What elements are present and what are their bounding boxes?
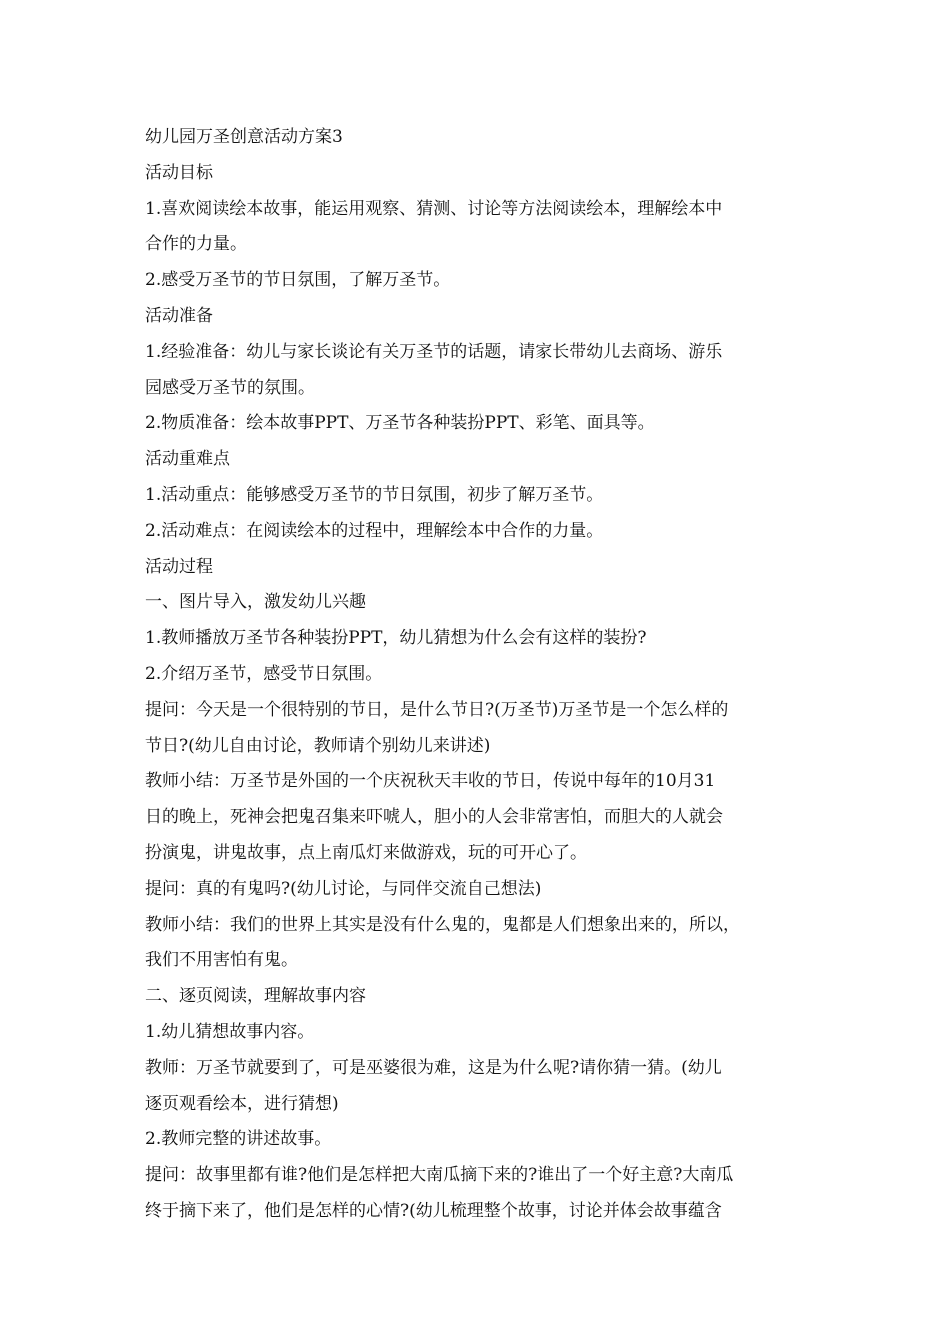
- paragraph-line: 1.经验准备：幼儿与家长谈论有关万圣节的话题，请家长带幼儿去商场、游乐: [145, 341, 723, 362]
- paragraph-line: 扮演鬼，讲鬼故事，点上南瓜灯来做游戏，玩的可开心了。: [145, 842, 587, 863]
- paragraph-line: 2.教师完整的讲述故事。: [145, 1129, 332, 1150]
- paragraph-line: 1.活动重点：能够感受万圣节的节日氛围，初步了解万圣节。: [145, 484, 604, 505]
- paragraph-line: 2.介绍万圣节，感受节日氛围。: [145, 663, 383, 684]
- paragraph-line: 我们不用害怕有鬼。: [145, 950, 298, 971]
- paragraph-line: 终于摘下来了，他们是怎样的心情?(幼儿梳理整个故事，讨论并体会故事蕴含: [145, 1200, 722, 1221]
- section-heading-process: 活动过程: [145, 556, 213, 577]
- paragraph-line: 1.幼儿猜想故事内容。: [145, 1021, 315, 1042]
- paragraph-line: 教师小结：我们的世界上其实是没有什么鬼的，鬼都是人们想象出来的，所以，: [145, 914, 740, 935]
- paragraph-line: 2.物质准备：绘本故事PPT、万圣节各种装扮PPT、彩笔、面具等。: [145, 413, 655, 434]
- paragraph-line: 提问：故事里都有谁?他们是怎样把大南瓜摘下来的?谁出了一个好主意?大南瓜: [145, 1165, 734, 1186]
- paragraph-line: 合作的力量。: [145, 234, 247, 255]
- paragraph-line: 日的晚上，死神会把鬼召集来吓唬人，胆小的人会非常害怕，而胆大的人就会: [145, 807, 723, 828]
- paragraph-line: 提问：今天是一个很特别的节日，是什么节日?(万圣节)万圣节是一个怎么样的: [145, 699, 729, 720]
- paragraph-line: 教师小结：万圣节是外国的一个庆祝秋天丰收的节日，传说中每年的10月31: [145, 771, 716, 792]
- section-heading-goals: 活动目标: [145, 162, 213, 183]
- section-heading-preparation: 活动准备: [145, 305, 213, 326]
- section-heading-key-points: 活动重难点: [145, 449, 230, 470]
- paragraph-line: 1.教师播放万圣节各种装扮PPT，幼儿猜想为什么会有这样的装扮?: [145, 628, 647, 649]
- paragraph-line: 教师：万圣节就要到了，可是巫婆很为难，这是为什么呢?请你猜一猜。(幼儿: [145, 1057, 722, 1078]
- paragraph-line: 1.喜欢阅读绘本故事，能运用观察、猜测、讨论等方法阅读绘本，理解绘本中: [145, 198, 723, 219]
- paragraph-line: 2.活动难点：在阅读绘本的过程中，理解绘本中合作的力量。: [145, 520, 604, 541]
- document-title: 幼儿园万圣创意活动方案3: [145, 127, 343, 147]
- paragraph-line: 2.感受万圣节的节日氛围，了解万圣节。: [145, 270, 451, 291]
- paragraph-line: 节日?(幼儿自由讨论，教师请个别幼儿来讲述): [145, 735, 491, 756]
- subsection-heading: 一、图片导入，激发幼儿兴趣: [145, 592, 366, 613]
- paragraph-line: 提问：真的有鬼吗?(幼儿讨论，与同伴交流自己想法): [145, 878, 542, 899]
- document-body: [145, 120, 815, 1230]
- subsection-heading: 二、逐页阅读，理解故事内容: [145, 986, 366, 1007]
- paragraph-line: 逐页观看绘本，进行猜想): [145, 1093, 339, 1114]
- paragraph-line: 园感受万圣节的氛围。: [145, 377, 315, 398]
